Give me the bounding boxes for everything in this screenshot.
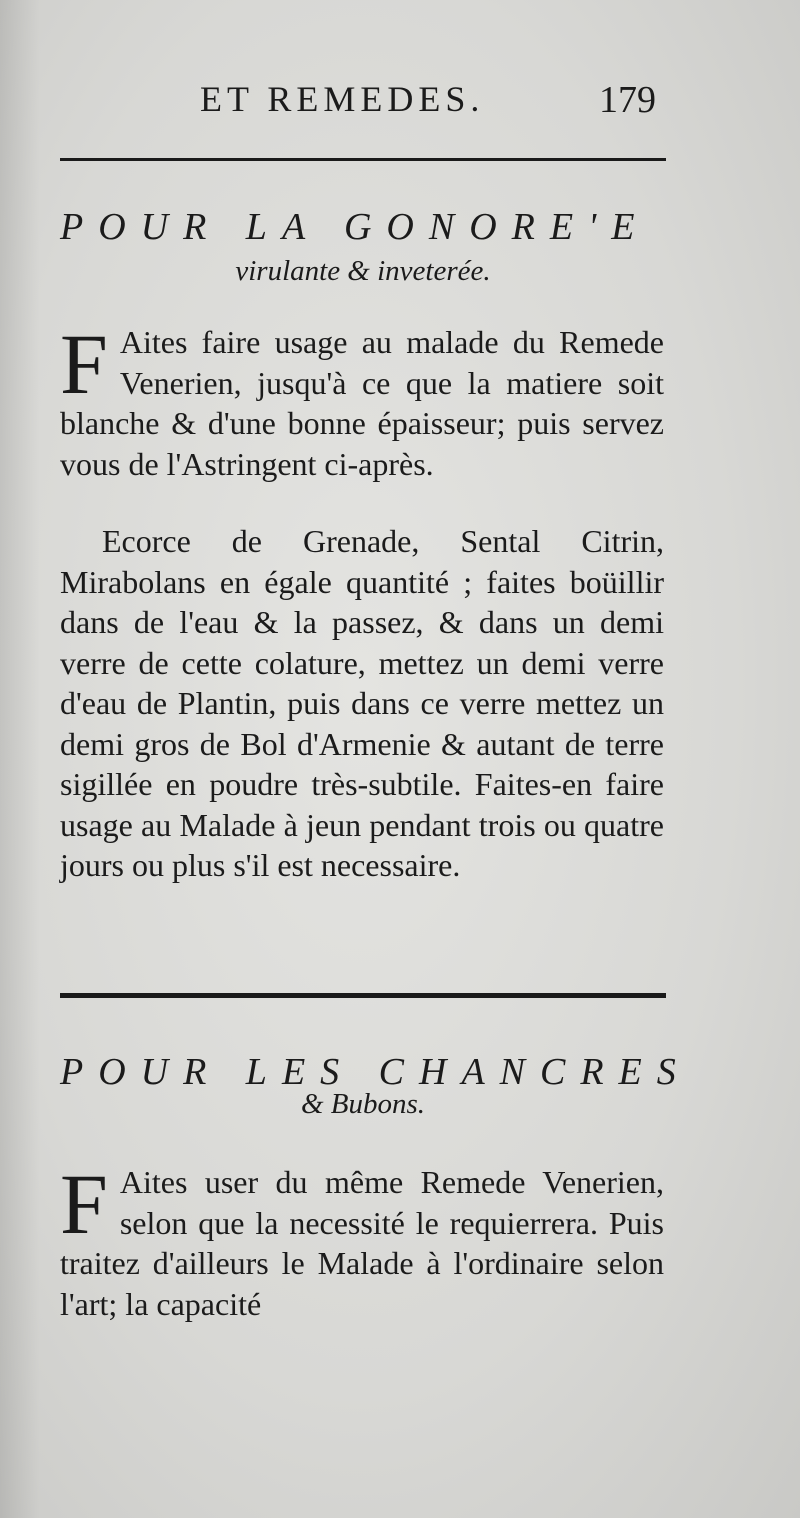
paragraph-chancres-remedy — [60, 1156, 664, 1324]
page-header — [200, 78, 670, 128]
section-title-chancres: POUR LES CHANCRES — [60, 1051, 691, 1093]
paragraph-text: Aites faire usage au malade du Remede Venerien, jusqu'à ce que la matiere soit blanche & d'une bonne épaisseur; puis servez vous de l'Astringent ci-après. — [60, 324, 664, 482]
drop-cap: F — [60, 1156, 108, 1252]
section-subtitle-gonorrhea: virulante & inveterée. — [235, 255, 491, 287]
spine-shadow — [0, 0, 40, 1518]
paragraph-remedy-intro — [60, 316, 664, 484]
section-title-gonorrhea: POUR LA GONORE'E — [60, 206, 650, 248]
paragraph-text: Aites user du même Remede Venerien, selon que la necessité le requierrera. Puis traitez d'ailleurs le Malade à l'ordinaire selon l'art; la capacité — [60, 1164, 664, 1322]
drop-cap: F — [60, 316, 108, 412]
running-title: ET REMEDES. — [200, 79, 485, 119]
paragraph-astringent-recipe — [60, 521, 664, 886]
page-number: 179 — [599, 79, 656, 121]
paragraph-text: Ecorce de Grenade, Sental Citrin, Mirabolans en égale quantité ; faites boüillir dans de l'eau & la passez, & dans un demi verre de cette colature, mettez un demi verre d'eau de Plantin, puis dans ce verre mettez un demi gros de Bol d'Armenie & autant de terre sigillée en poudre très-subtile. Faites-en faire usage au Malade à jeun pendant trois ou quatre jours ou plus s'il est necessaire. — [60, 523, 664, 883]
section-subtitle-chancres: & Bubons. — [300, 1088, 426, 1120]
section-divider-rule — [60, 993, 666, 998]
header-rule — [60, 158, 666, 161]
